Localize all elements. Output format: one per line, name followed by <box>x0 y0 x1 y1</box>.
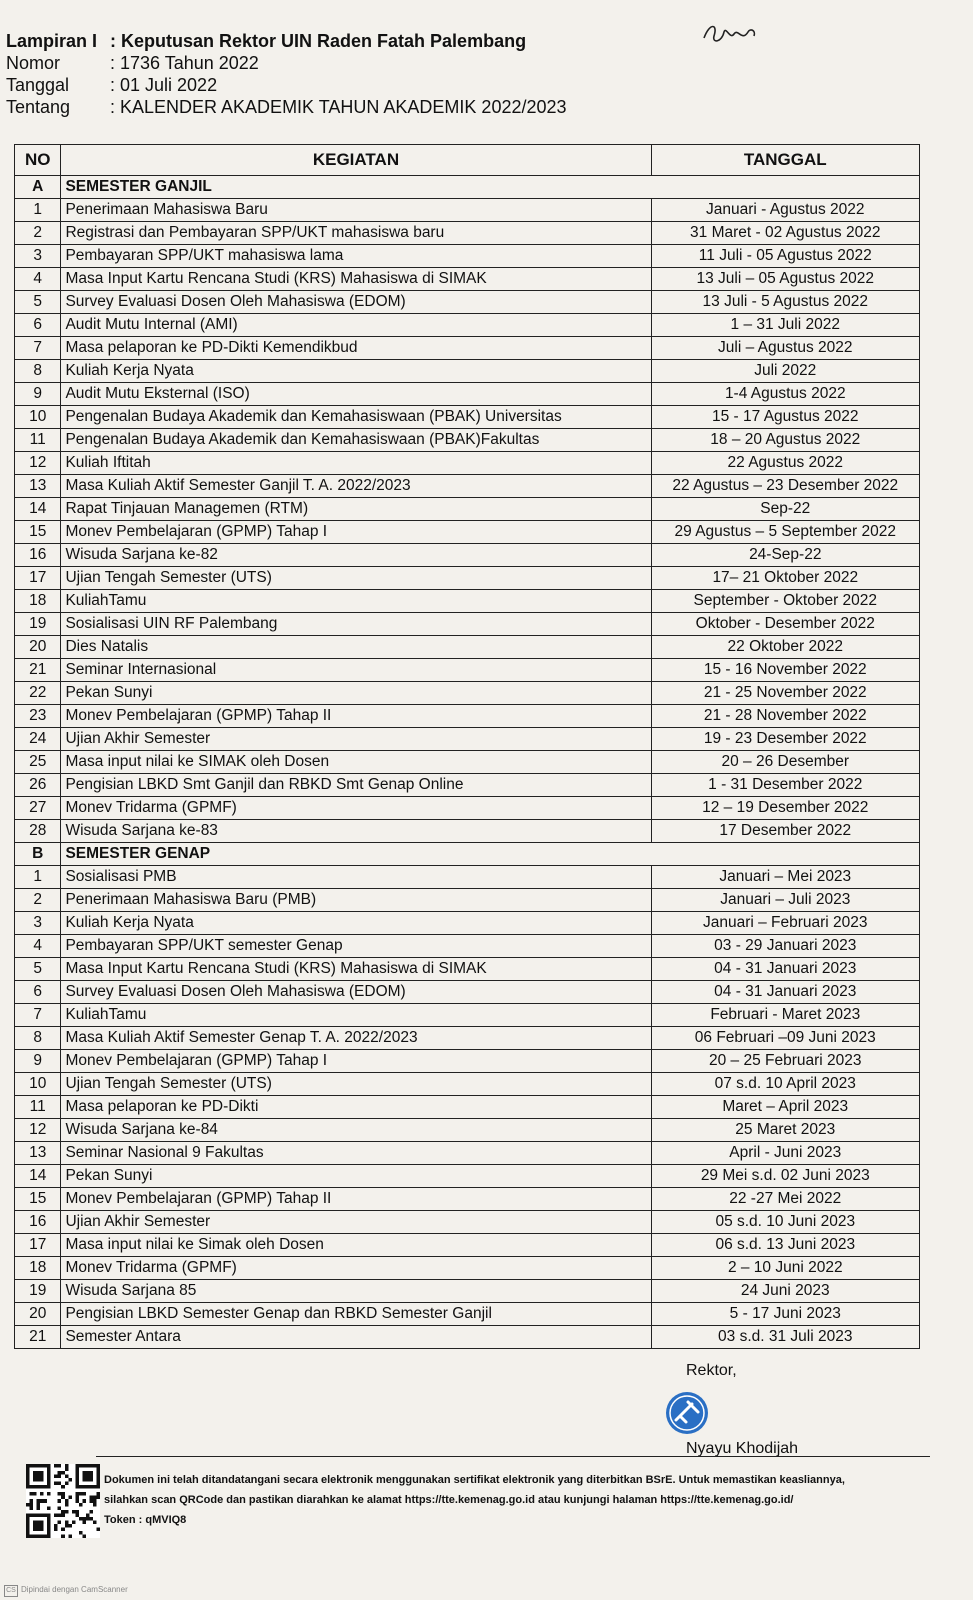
row-number: 13 <box>15 475 61 498</box>
row-tanggal: Januari – Februari 2023 <box>651 912 919 935</box>
row-tanggal: 21 - 25 November 2022 <box>651 682 919 705</box>
row-number: 2 <box>15 222 61 245</box>
row-tanggal: 1-4 Agustus 2022 <box>651 383 919 406</box>
table-row <box>15 498 920 521</box>
row-tanggal: 06 Februari –09 Juni 2023 <box>651 1027 919 1050</box>
table-row <box>15 360 920 383</box>
row-kegiatan: Ujian Tengah Semester (UTS) <box>61 1073 651 1096</box>
row-number: 4 <box>15 935 61 958</box>
row-tanggal: 13 Juli – 05 Agustus 2022 <box>651 268 919 291</box>
row-tanggal: 22 -27 Mei 2022 <box>651 1188 919 1211</box>
row-kegiatan: Pengenalan Budaya Akademik dan Kemahasiswaan (PBAK) Universitas <box>61 406 651 429</box>
col-kegiatan-header: KEGIATAN <box>61 145 651 176</box>
row-tanggal: 29 Mei s.d. 02 Juni 2023 <box>651 1165 919 1188</box>
row-kegiatan: Pengisian LBKD Semester Genap dan RBKD Semester Ganjil <box>61 1303 651 1326</box>
row-tanggal: Januari - Agustus 2022 <box>651 199 919 222</box>
row-number: 3 <box>15 912 61 935</box>
row-kegiatan: Monev Tridarma (GPMF) <box>61 1257 651 1280</box>
table-row <box>15 1165 920 1188</box>
row-number: 21 <box>15 659 61 682</box>
nomor-label: Nomor <box>6 53 61 73</box>
row-kegiatan: KuliahTamu <box>61 590 651 613</box>
row-number: 5 <box>15 958 61 981</box>
row-tanggal: 07 s.d. 10 April 2023 <box>651 1073 919 1096</box>
row-tanggal: Sep-22 <box>651 498 919 521</box>
table-row <box>15 314 920 337</box>
row-kegiatan: Ujian Akhir Semester <box>61 728 651 751</box>
row-number: 18 <box>15 590 61 613</box>
row-number: 16 <box>15 544 61 567</box>
row-kegiatan: Masa Input Kartu Rencana Studi (KRS) Mahasiswa di SIMAK <box>61 268 651 291</box>
table-row <box>15 544 920 567</box>
row-tanggal: 1 - 31 Desember 2022 <box>651 774 919 797</box>
row-number: 4 <box>15 268 61 291</box>
table-row <box>15 1326 920 1349</box>
row-kegiatan: Survey Evaluasi Dosen Oleh Mahasiswa (EDOM) <box>61 291 651 314</box>
row-kegiatan: Monev Pembelajaran (GPMP) Tahap II <box>61 705 651 728</box>
table-row <box>15 222 920 245</box>
row-tanggal: 24 Juni 2023 <box>651 1280 919 1303</box>
table-row <box>15 636 920 659</box>
row-kegiatan: Masa Kuliah Aktif Semester Ganjil T. A. 2022/2023 <box>61 475 651 498</box>
row-kegiatan: Pekan Sunyi <box>61 682 651 705</box>
row-kegiatan: Seminar Nasional 9 Fakultas <box>61 1142 651 1165</box>
row-tanggal: 03 - 29 Januari 2023 <box>651 935 919 958</box>
row-tanggal: 31 Maret - 02 Agustus 2022 <box>651 222 919 245</box>
table-row <box>15 1027 920 1050</box>
tentang-label: Tentang <box>6 97 71 117</box>
row-tanggal: 15 - 17 Agustus 2022 <box>651 406 919 429</box>
row-number: 17 <box>15 567 61 590</box>
digital-signature-seal-icon <box>664 1390 710 1436</box>
row-number: 9 <box>15 1050 61 1073</box>
row-tanggal: Juli 2022 <box>651 360 919 383</box>
calendar-table <box>14 144 920 1349</box>
document-header <box>6 30 567 118</box>
col-tanggal-header: TANGGAL <box>651 145 919 176</box>
table-row <box>15 383 920 406</box>
row-kegiatan: Dies Natalis <box>61 636 651 659</box>
signatory-name: Nyayu Khodijah <box>686 1440 799 1457</box>
table-row <box>15 728 920 751</box>
table-row <box>15 1257 920 1280</box>
row-kegiatan: Masa Kuliah Aktif Semester Genap T. A. 2022/2023 <box>61 1027 651 1050</box>
row-tanggal: Januari – Juli 2023 <box>651 889 919 912</box>
table-row <box>15 1004 920 1027</box>
table-row <box>15 268 920 291</box>
row-kegiatan: Penerimaan Mahasiswa Baru (PMB) <box>61 889 651 912</box>
row-kegiatan: Sosialisasi PMB <box>61 866 651 889</box>
table-row <box>15 797 920 820</box>
row-kegiatan: Monev Tridarma (GPMF) <box>61 797 651 820</box>
row-tanggal: 03 s.d. 31 Juli 2023 <box>651 1326 919 1349</box>
row-tanggal: Juli – Agustus 2022 <box>651 337 919 360</box>
row-kegiatan: Seminar Internasional <box>61 659 651 682</box>
row-number: 6 <box>15 981 61 1004</box>
table-row <box>15 935 920 958</box>
row-tanggal: 05 s.d. 10 Juni 2023 <box>651 1211 919 1234</box>
row-kegiatan: Audit Mutu Internal (AMI) <box>61 314 651 337</box>
row-number: 20 <box>15 1303 61 1326</box>
row-kegiatan: Kuliah Iftitah <box>61 452 651 475</box>
table-row <box>15 245 920 268</box>
section-title: SEMESTER GENAP <box>61 843 920 866</box>
row-number: 1 <box>15 199 61 222</box>
row-tanggal: 17– 21 Oktober 2022 <box>651 567 919 590</box>
row-number: 10 <box>15 1073 61 1096</box>
table-row <box>15 774 920 797</box>
camscanner-badge: CS <box>4 1585 18 1597</box>
row-tanggal: 25 Maret 2023 <box>651 1119 919 1142</box>
table-row <box>15 1073 920 1096</box>
row-tanggal: 19 - 23 Desember 2022 <box>651 728 919 751</box>
row-number: 19 <box>15 1280 61 1303</box>
row-kegiatan: Wisuda Sarjana ke-82 <box>61 544 651 567</box>
table-row <box>15 521 920 544</box>
row-number: 18 <box>15 1257 61 1280</box>
row-kegiatan: Masa Input Kartu Rencana Studi (KRS) Mahasiswa di SIMAK <box>61 958 651 981</box>
table-row <box>15 889 920 912</box>
lampiran-value: : Keputusan Rektor UIN Raden Fatah Palembang <box>110 31 527 51</box>
table-row <box>15 1188 920 1211</box>
row-number: 9 <box>15 383 61 406</box>
row-number: 7 <box>15 1004 61 1027</box>
table-row <box>15 1096 920 1119</box>
row-number: 14 <box>15 1165 61 1188</box>
table-row <box>15 820 920 843</box>
table-row <box>15 705 920 728</box>
table-row <box>15 291 920 314</box>
row-tanggal: 1 – 31 Juli 2022 <box>651 314 919 337</box>
row-tanggal: 21 - 28 November 2022 <box>651 705 919 728</box>
footer-line-1: Dokumen ini telah ditandatangani secara elektronik menggunakan sertifikat elektronik yang diterbitkan BSrE. Untuk memastikan keasliannya, <box>104 1474 845 1486</box>
qr-code-icon[interactable] <box>26 1464 100 1538</box>
row-tanggal: Januari – Mei 2023 <box>651 866 919 889</box>
handwritten-paraf-icon <box>700 18 760 52</box>
row-number: 19 <box>15 613 61 636</box>
row-kegiatan: Wisuda Sarjana ke-84 <box>61 1119 651 1142</box>
row-kegiatan: Kuliah Kerja Nyata <box>61 360 651 383</box>
row-kegiatan: Masa pelaporan ke PD-Dikti <box>61 1096 651 1119</box>
table-row <box>15 613 920 636</box>
row-tanggal: 15 - 16 November 2022 <box>651 659 919 682</box>
row-tanggal: 13 Juli - 5 Agustus 2022 <box>651 291 919 314</box>
row-number: 15 <box>15 1188 61 1211</box>
row-kegiatan: Survey Evaluasi Dosen Oleh Mahasiswa (EDOM) <box>61 981 651 1004</box>
row-tanggal: 04 - 31 Januari 2023 <box>651 958 919 981</box>
table-row <box>15 1234 920 1257</box>
table-row <box>15 1211 920 1234</box>
row-number: 12 <box>15 452 61 475</box>
tanggal-label: Tanggal <box>6 75 70 95</box>
row-kegiatan: Registrasi dan Pembayaran SPP/UKT mahasiswa baru <box>61 222 651 245</box>
table-row <box>15 682 920 705</box>
section-title: SEMESTER GANJIL <box>61 176 920 199</box>
lampiran-label: Lampiran I <box>6 31 98 51</box>
row-tanggal: Maret – April 2023 <box>651 1096 919 1119</box>
section-code: A <box>15 176 61 199</box>
row-number: 14 <box>15 498 61 521</box>
row-kegiatan: Ujian Tengah Semester (UTS) <box>61 567 651 590</box>
row-number: 2 <box>15 889 61 912</box>
table-body <box>15 176 920 1349</box>
row-kegiatan: Sosialisasi UIN RF Palembang <box>61 613 651 636</box>
row-tanggal: 22 Agustus 2022 <box>651 452 919 475</box>
row-kegiatan: Pekan Sunyi <box>61 1165 651 1188</box>
row-kegiatan: Semester Antara <box>61 1326 651 1349</box>
row-kegiatan: Kuliah Kerja Nyata <box>61 912 651 935</box>
row-tanggal: 20 – 25 Februari 2023 <box>651 1050 919 1073</box>
row-tanggal: 20 – 26 Desember <box>651 751 919 774</box>
table-row <box>15 1142 920 1165</box>
row-number: 5 <box>15 291 61 314</box>
table-row <box>15 1303 920 1326</box>
table-row <box>15 590 920 613</box>
table-row <box>15 452 920 475</box>
row-number: 25 <box>15 751 61 774</box>
row-tanggal: April - Juni 2023 <box>651 1142 919 1165</box>
row-kegiatan: Pengenalan Budaya Akademik dan Kemahasiswaan (PBAK)Fakultas <box>61 429 651 452</box>
row-kegiatan: Masa input nilai ke SIMAK oleh Dosen <box>61 751 651 774</box>
table-row <box>15 981 920 1004</box>
row-tanggal: 11 Juli - 05 Agustus 2022 <box>651 245 919 268</box>
footer-divider <box>96 1456 930 1457</box>
table-row <box>15 567 920 590</box>
row-number: 22 <box>15 682 61 705</box>
table-row <box>15 199 920 222</box>
row-number: 1 <box>15 866 61 889</box>
row-tanggal: 2 – 10 Juni 2022 <box>651 1257 919 1280</box>
row-number: 11 <box>15 429 61 452</box>
row-tanggal: 04 - 31 Januari 2023 <box>651 981 919 1004</box>
row-number: 6 <box>15 314 61 337</box>
row-tanggal: Februari - Maret 2023 <box>651 1004 919 1027</box>
row-tanggal: 17 Desember 2022 <box>651 820 919 843</box>
signature-title: Rektor, <box>686 1362 737 1379</box>
row-kegiatan: Penerimaan Mahasiswa Baru <box>61 199 651 222</box>
row-tanggal: 5 - 17 Juni 2023 <box>651 1303 919 1326</box>
row-number: 12 <box>15 1119 61 1142</box>
row-number: 15 <box>15 521 61 544</box>
nomor-value: : 1736 Tahun 2022 <box>110 53 259 73</box>
row-number: 17 <box>15 1234 61 1257</box>
row-kegiatan: Audit Mutu Eksternal (ISO) <box>61 383 651 406</box>
row-number: 27 <box>15 797 61 820</box>
table-header-row <box>15 145 920 176</box>
row-kegiatan: Wisuda Sarjana ke-83 <box>61 820 651 843</box>
row-kegiatan: Masa pelaporan ke PD-Dikti Kemendikbud <box>61 337 651 360</box>
row-kegiatan: Monev Pembelajaran (GPMP) Tahap I <box>61 521 651 544</box>
table-row <box>15 659 920 682</box>
row-number: 7 <box>15 337 61 360</box>
row-tanggal: September - Oktober 2022 <box>651 590 919 613</box>
row-number: 20 <box>15 636 61 659</box>
row-tanggal: 06 s.d. 13 Juni 2023 <box>651 1234 919 1257</box>
footer-token: Token : qMVIQ8 <box>104 1514 187 1526</box>
footer-line-2: silahkan scan QRCode dan pastikan diarahkan ke alamat https://tte.kemenag.go.id atau kunjungi halaman https://tte.kemenag.go.id/ <box>104 1494 794 1506</box>
row-number: 8 <box>15 1027 61 1050</box>
row-number: 10 <box>15 406 61 429</box>
row-kegiatan: Pengisian LBKD Smt Ganjil dan RBKD Smt Genap Online <box>61 774 651 797</box>
row-number: 21 <box>15 1326 61 1349</box>
table-row <box>15 751 920 774</box>
row-kegiatan: Monev Pembelajaran (GPMP) Tahap I <box>61 1050 651 1073</box>
section-code: B <box>15 843 61 866</box>
table-row <box>15 429 920 452</box>
tanggal-value: : 01 Juli 2022 <box>110 75 218 95</box>
table-row <box>15 958 920 981</box>
section-row <box>15 843 920 866</box>
row-tanggal: 22 Oktober 2022 <box>651 636 919 659</box>
row-tanggal: 24-Sep-22 <box>651 544 919 567</box>
scanner-watermark <box>4 1585 128 1597</box>
row-number: 24 <box>15 728 61 751</box>
row-number: 8 <box>15 360 61 383</box>
row-number: 28 <box>15 820 61 843</box>
row-kegiatan: Monev Pembelajaran (GPMP) Tahap II <box>61 1188 651 1211</box>
row-number: 16 <box>15 1211 61 1234</box>
row-tanggal: Oktober - Desember 2022 <box>651 613 919 636</box>
table-row <box>15 406 920 429</box>
row-kegiatan: Masa input nilai ke Simak oleh Dosen <box>61 1234 651 1257</box>
row-kegiatan: Rapat Tinjauan Managemen (RTM) <box>61 498 651 521</box>
camscanner-text: Dipindai dengan CamScanner <box>21 1585 128 1594</box>
table-row <box>15 912 920 935</box>
section-row <box>15 176 920 199</box>
row-kegiatan: Pembayaran SPP/UKT semester Genap <box>61 935 651 958</box>
row-number: 26 <box>15 774 61 797</box>
table-row <box>15 1119 920 1142</box>
row-number: 23 <box>15 705 61 728</box>
row-kegiatan: KuliahTamu <box>61 1004 651 1027</box>
row-number: 13 <box>15 1142 61 1165</box>
row-number: 3 <box>15 245 61 268</box>
row-number: 11 <box>15 1096 61 1119</box>
row-tanggal: 22 Agustus – 23 Desember 2022 <box>651 475 919 498</box>
row-tanggal: 12 – 19 Desember 2022 <box>651 797 919 820</box>
table-row <box>15 1050 920 1073</box>
table-row <box>15 475 920 498</box>
row-tanggal: 29 Agustus – 5 September 2022 <box>651 521 919 544</box>
row-kegiatan: Wisuda Sarjana 85 <box>61 1280 651 1303</box>
table-row <box>15 1280 920 1303</box>
row-tanggal: 18 – 20 Agustus 2022 <box>651 429 919 452</box>
row-kegiatan: Pembayaran SPP/UKT mahasiswa lama <box>61 245 651 268</box>
tentang-value: : KALENDER AKADEMIK TAHUN AKADEMIK 2022/2023 <box>110 97 567 117</box>
table-row <box>15 866 920 889</box>
col-no-header: NO <box>15 145 61 176</box>
row-kegiatan: Ujian Akhir Semester <box>61 1211 651 1234</box>
table-row <box>15 337 920 360</box>
footer-note <box>104 1470 934 1530</box>
